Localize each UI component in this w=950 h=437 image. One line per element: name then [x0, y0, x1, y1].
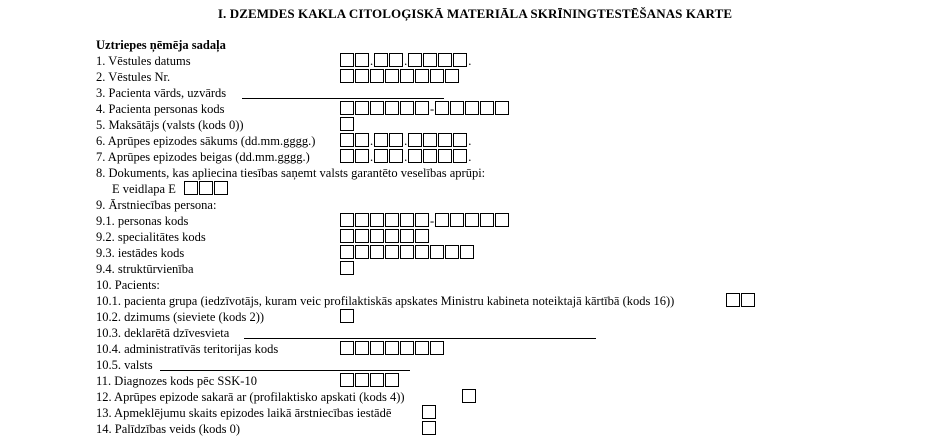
- row-country: [96, 357, 516, 373]
- label-structural-unit: 9.4. struktūrvienība: [96, 262, 194, 276]
- episode-start-boxes[interactable]: . . .: [340, 133, 472, 147]
- label-letter-number: 2. Vēstules Nr.: [96, 70, 171, 84]
- patient-code-boxes[interactable]: -: [340, 101, 510, 115]
- payer-box[interactable]: [340, 117, 355, 131]
- label-patient-group: 10.1. pacienta grupa (iedzīvotājs, kuram veic profilaktiskās apskates Ministru kabineta noteiktajā kārtībā (kods 16)): [96, 294, 675, 308]
- label-aid-type: 14. Palīdzības veids (kods 0): [96, 422, 241, 436]
- row-institution-code: [96, 245, 596, 261]
- visit-count-box[interactable]: [422, 405, 437, 419]
- gender-box[interactable]: [340, 309, 355, 323]
- label-episode-start: 6. Aprūpes epizodes sākums (dd.mm.gggg.): [96, 134, 316, 148]
- label-diagnosis: 11. Diagnozes kods pēc SSK-10: [96, 374, 257, 388]
- label-practitioner-code: 9.1. personas kods: [96, 214, 189, 228]
- row-gender: [96, 309, 596, 325]
- e-form-boxes[interactable]: [184, 181, 229, 195]
- form-title: I. DZEMDES KAKLA CITOLOĢISKĀ MATERIĀLA SKRĪNINGTESTĒŠANAS KARTE: [217, 6, 733, 21]
- row-document: [96, 165, 696, 181]
- specialty-code-boxes[interactable]: [340, 229, 430, 243]
- date-boxes[interactable]: . . .: [340, 53, 472, 67]
- label-document: 8. Dokuments, kas apliecina tiesības saņemt valsts garantēto veselības aprūpi:: [96, 166, 486, 180]
- row-aid-type: [96, 421, 596, 437]
- episode-end-boxes[interactable]: . . .: [340, 149, 472, 163]
- row-admin-territory: [96, 341, 596, 357]
- row-letter-date: [96, 53, 596, 69]
- row-residence: [96, 325, 616, 341]
- label-episode-end: 7. Aprūpes epizodes beigas (dd.mm.gggg.): [96, 150, 310, 164]
- label-specialty-code: 9.2. specialitātes kods: [96, 230, 206, 244]
- label-e-form: E veidlapa E: [112, 182, 176, 196]
- label-institution-code: 9.3. iestādes kods: [96, 246, 185, 260]
- label-letter-date: 1. Vēstules datums: [96, 54, 191, 68]
- country-line[interactable]: [160, 370, 410, 371]
- episode-reason-box[interactable]: [462, 389, 477, 403]
- row-patient-name: [96, 85, 596, 101]
- label-gender: 10.2. dzimums (sieviete (kods 2)): [96, 310, 265, 324]
- label-episode-reason: 12. Aprūpes epizode sakarā ar (profilaktisko apskati (kods 4)): [96, 390, 405, 404]
- label-admin-territory: 10.4. administratīvās teritorijas kods: [96, 342, 279, 356]
- label-country: 10.5. valsts: [96, 358, 153, 372]
- row-specialty-code: [96, 229, 596, 245]
- patient-name-line[interactable]: [242, 98, 444, 99]
- structural-unit-box[interactable]: [340, 261, 355, 275]
- patient-group-boxes[interactable]: [726, 293, 756, 307]
- letter-number-boxes[interactable]: [340, 69, 460, 83]
- label-patient-code: 4. Pacienta personas kods: [96, 102, 225, 116]
- row-practitioner-code: [96, 213, 596, 229]
- row-letter-number: [96, 69, 596, 85]
- row-patient: [96, 277, 396, 293]
- row-structural-unit: [96, 261, 596, 277]
- row-patient-group: [96, 293, 776, 309]
- row-visit-count: [96, 405, 596, 421]
- row-payer: [96, 117, 596, 133]
- label-patient: 10. Pacients:: [96, 278, 160, 292]
- institution-code-boxes[interactable]: [340, 245, 475, 259]
- admin-territory-boxes[interactable]: [340, 341, 445, 355]
- aid-type-box[interactable]: [422, 421, 437, 435]
- section-heading: Uztriepes ņēmēja sadaļa: [96, 38, 226, 52]
- row-diagnosis: [96, 373, 596, 389]
- row-episode-start: [96, 133, 596, 149]
- label-payer: 5. Maksātājs (valsts (kods 0)): [96, 118, 244, 132]
- label-patient-name: 3. Pacienta vārds, uzvārds: [96, 86, 227, 100]
- row-patient-code: [96, 101, 596, 117]
- residence-line[interactable]: [244, 338, 596, 339]
- row-practitioner: [96, 197, 396, 213]
- row-episode-end: [96, 149, 596, 165]
- diagnosis-boxes[interactable]: [340, 373, 400, 387]
- label-visit-count: 13. Apmeklējumu skaits epizodes laikā ārstniecības iestādē: [96, 406, 392, 420]
- practitioner-code-boxes[interactable]: -: [340, 213, 510, 227]
- label-residence: 10.3. deklarētā dzīvesvieta: [96, 326, 230, 340]
- row-e-form: [112, 181, 312, 197]
- label-practitioner: 9. Ārstniecības persona:: [96, 198, 217, 212]
- row-episode-reason: [96, 389, 596, 405]
